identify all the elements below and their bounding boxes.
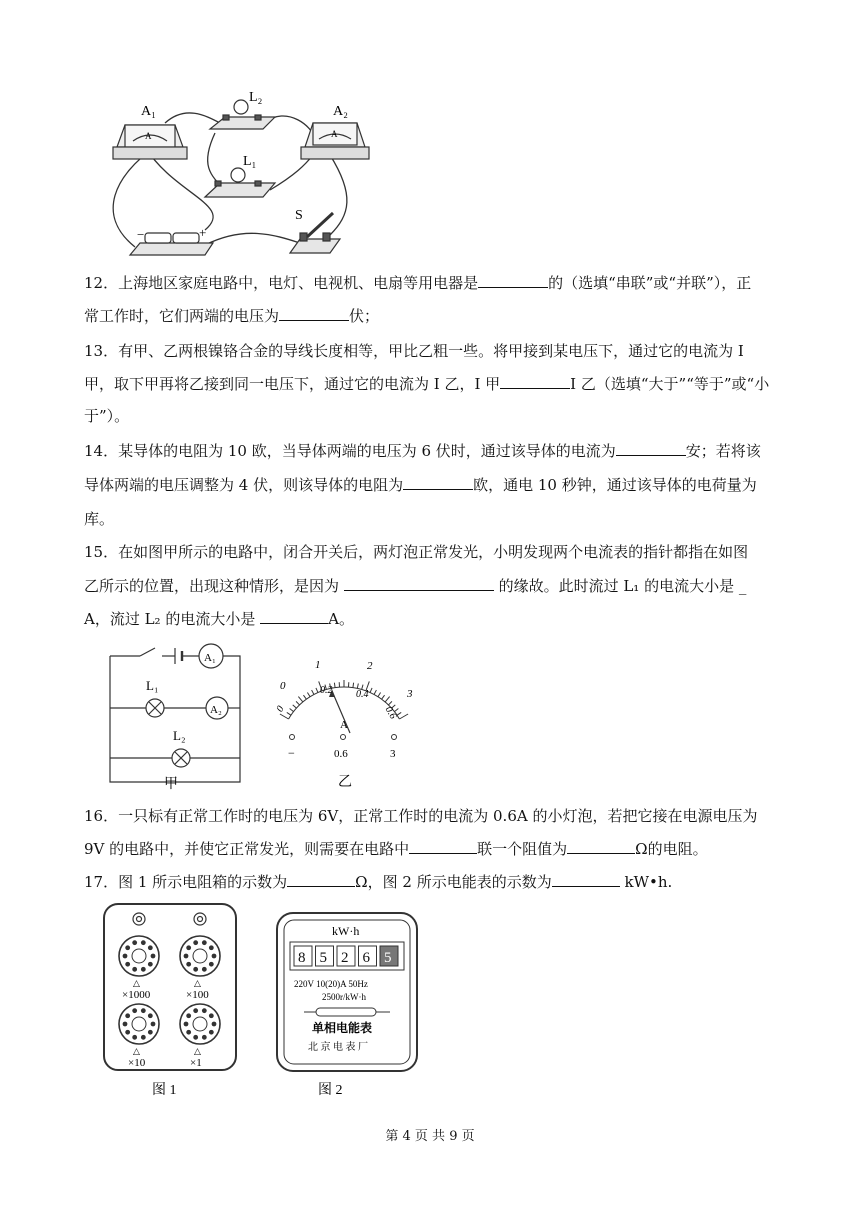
battery-plus: +	[199, 225, 207, 240]
label-a1: A₁	[141, 104, 156, 119]
q13-line2: 甲，取下甲再将乙接到同一电压下，通过它的电流为 I 乙，I 甲 I 乙（选填“大于”“等于”或“小	[84, 375, 770, 393]
svg-text:3: 3	[407, 688, 413, 700]
answer-blank[interactable]	[279, 306, 349, 321]
meter-digit: 8	[298, 950, 306, 966]
svg-text:0.2: 0.2	[320, 685, 333, 696]
answer-blank[interactable]	[500, 374, 570, 389]
meter-digit: 5	[384, 950, 392, 966]
svg-text:L₂: L₂	[173, 728, 186, 743]
meter-spec: 220V 10(20)A 50Hz	[294, 979, 368, 989]
svg-text:−: −	[288, 746, 295, 760]
dial-label-x100: ×100	[186, 989, 209, 1001]
dial-label-x1000: ×1000	[122, 989, 151, 1001]
svg-text:△: △	[194, 1046, 201, 1056]
svg-text:3: 3	[390, 748, 396, 760]
caption-yi: 乙	[338, 775, 352, 790]
answer-blank[interactable]	[403, 475, 473, 490]
q15-line2: 乙所示的位置，出现这种情形，是因为 的缘故。此时流过 L₁ 的电流大小是 _	[84, 577, 747, 595]
resistance-box-figure	[100, 902, 240, 1100]
q14-line3: 库。	[84, 510, 115, 528]
page-footer: 第 4 页 共 9 页	[385, 1129, 475, 1144]
q15-line3: A，流过 L₂ 的电流大小是 A。	[84, 610, 354, 628]
label-l1: L₁	[243, 154, 257, 169]
lamp-l2	[210, 100, 275, 129]
answer-blank[interactable]	[478, 273, 548, 288]
q13-line1: 13．有甲、乙两根镍铬合金的导线长度相等，甲比乙粗一些。将甲接到某电压下，通过它的电流为 I	[84, 342, 744, 360]
svg-text:A₁: A₁	[204, 652, 216, 664]
svg-text:1: 1	[315, 659, 321, 671]
dial-label-x10: ×10	[128, 1057, 146, 1069]
svg-text:0: 0	[280, 680, 286, 692]
meter-digit: 5	[319, 950, 327, 966]
svg-text:△: △	[194, 978, 201, 988]
dial-label-x1: ×1	[190, 1057, 202, 1069]
meter-maker: 北 京 电 表 厂	[308, 1042, 368, 1053]
svg-text:0.4: 0.4	[356, 689, 369, 700]
battery-minus: −	[137, 227, 145, 242]
label-a2: A₂	[333, 104, 348, 119]
lamp-l1	[205, 168, 275, 197]
meter-a2-letter: A	[331, 129, 338, 139]
q16-line1: 16．一只标有正常工作时的电压为 6V，正常工作时的电流为 0.6A 的小灯泡，若把它接在电源电压为	[84, 807, 758, 825]
caption-fig1: 图 1	[152, 1083, 177, 1098]
svg-text:△: △	[133, 978, 140, 988]
caption-jia: 甲	[164, 777, 178, 790]
q14-line1: 14．某导体的电阻为 10 欧，当导体两端的电压为 6 伏时，通过该导体的电流为 安；若将该	[84, 442, 761, 460]
q13-line3: 于”）。	[84, 407, 130, 425]
meter-unit: kW·h	[332, 924, 360, 938]
meter-digit: 6	[362, 950, 370, 966]
energy-meter-figure	[274, 910, 422, 1100]
answer-blank[interactable]	[344, 576, 494, 591]
circuit-diagram-jia	[100, 640, 250, 790]
label-l2: L₂	[249, 90, 263, 105]
svg-text:A: A	[340, 719, 348, 731]
meter-digit: 2	[341, 950, 349, 966]
answer-blank[interactable]	[552, 872, 620, 887]
svg-text:0: 0	[274, 704, 287, 714]
answer-blank[interactable]	[409, 839, 477, 854]
answer-blank[interactable]	[260, 609, 328, 624]
q12-line2: 常工作时，它们两端的电压为 伏；	[84, 307, 380, 325]
svg-text:0.6: 0.6	[382, 704, 399, 722]
circuit-photo-figure	[95, 85, 375, 265]
ammeter-dial-yi	[272, 655, 432, 790]
q17-line: 17．图 1 所示电阻箱的示数为 Ω，图 2 所示电能表的示数为 kW•h.	[84, 873, 673, 891]
svg-text:L₁: L₁	[146, 678, 159, 693]
svg-text:△: △	[133, 1046, 140, 1056]
meter-name: 单相电能表	[312, 1021, 373, 1035]
svg-text:A₂: A₂	[210, 704, 222, 716]
q14-line2: 导体两端的电压调整为 4 伏，则该导体的电阻为 欧，通电 10 秒钟，通过该导体的电荷量为	[84, 476, 757, 494]
meter-rev: 2500r/kW·h	[322, 992, 366, 1002]
answer-blank[interactable]	[287, 872, 355, 887]
caption-fig2: 图 2	[318, 1083, 343, 1098]
label-s: S	[295, 208, 303, 223]
q16-line2: 9V 的电路中，并使它正常发光，则需要在电路中 联一个阻值为 Ω的电阻。	[84, 840, 708, 858]
svg-text:0.6: 0.6	[334, 748, 348, 760]
q12-line1: 12．上海地区家庭电路中，电灯、电视机、电扇等用电器是 的（选填“串联”或“并联”），正	[84, 274, 752, 292]
q15-line1: 15．在如图甲所示的电路中，闭合开关后，两灯泡正常发光，小明发现两个电流表的指针都指在如图	[84, 543, 749, 561]
answer-blank[interactable]	[616, 441, 686, 456]
meter-a1-letter: A	[145, 131, 152, 141]
svg-text:2: 2	[367, 660, 373, 672]
answer-blank[interactable]	[567, 839, 635, 854]
